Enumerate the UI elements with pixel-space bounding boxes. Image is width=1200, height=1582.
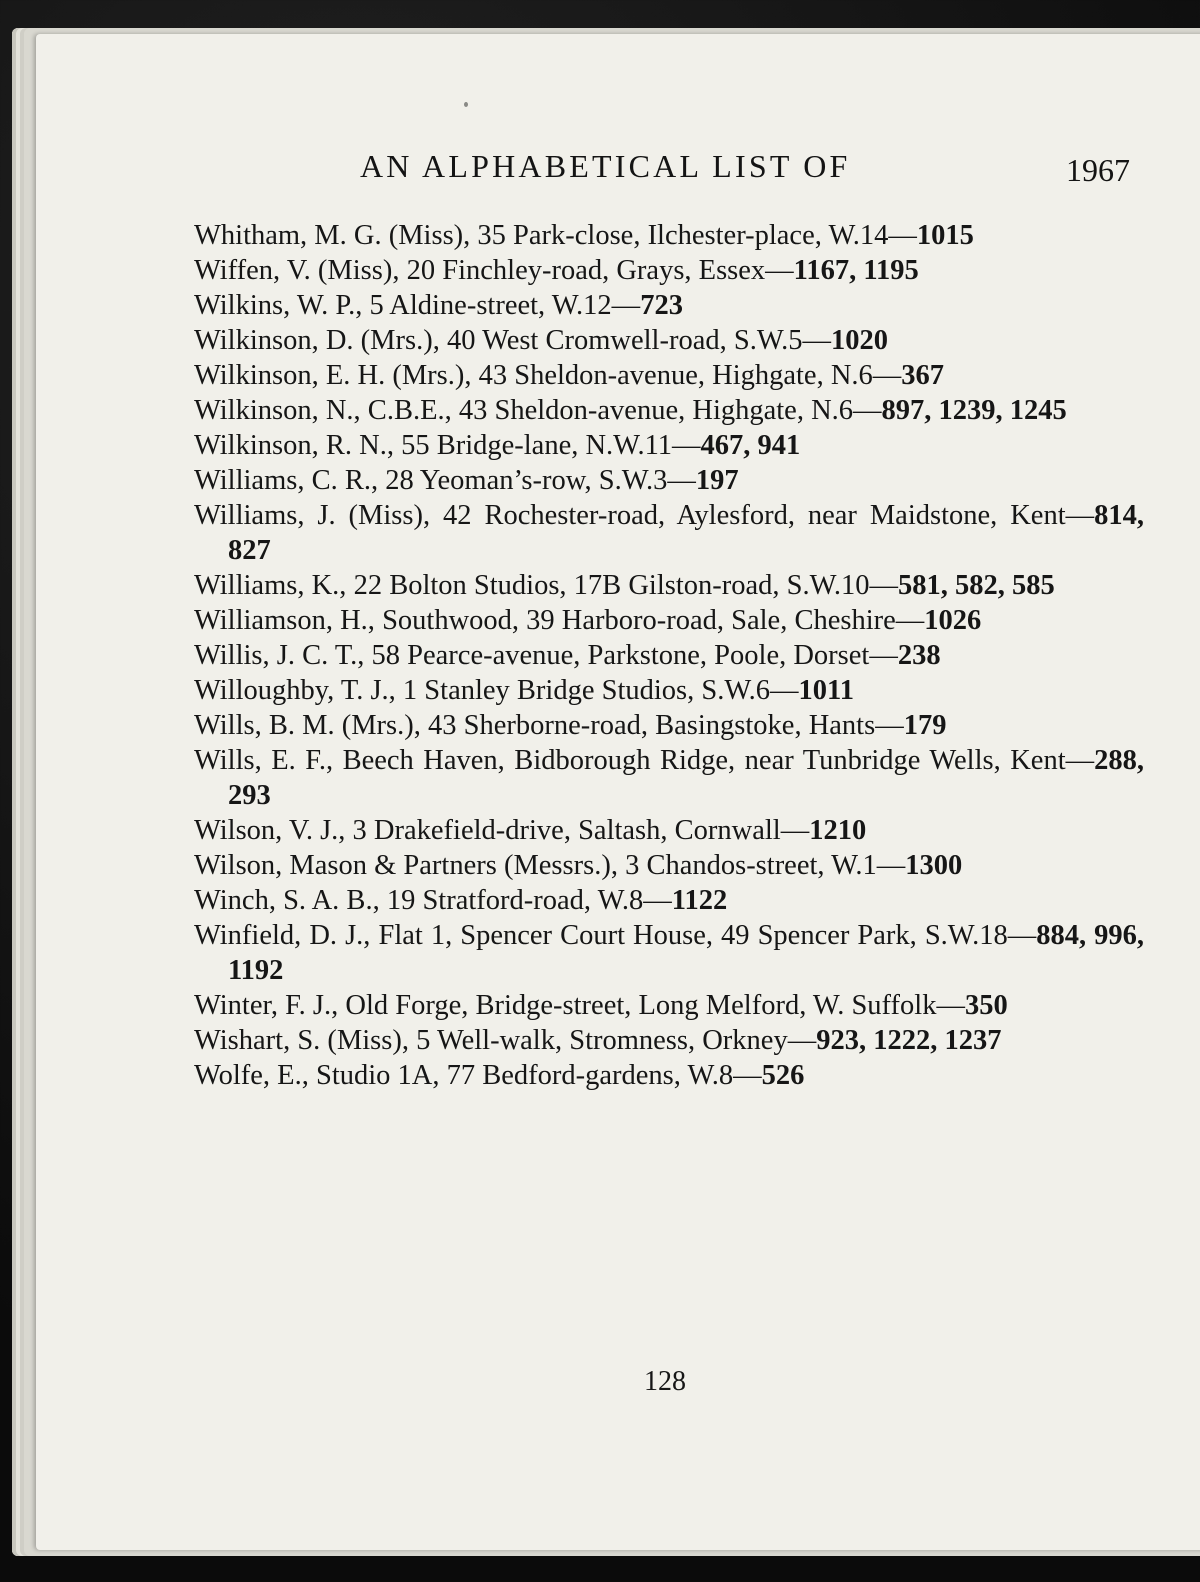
entry-refs: 1167, 1195: [793, 255, 919, 286]
entry-name: Wilkinson, E. H. (Mrs.),: [194, 360, 472, 391]
list-item: [194, 393, 1144, 428]
entry-address: Beech Haven, Bidborough Ridge, near Tunbridge Wells, Kent—: [333, 745, 1095, 776]
entry-refs: 814, 827: [228, 500, 1144, 566]
entry-refs: 526: [761, 1060, 805, 1091]
entry-address: Studio 1A, 77 Bedford-gardens, W.8—: [308, 1060, 762, 1091]
list-item: [194, 918, 1144, 988]
entry-address: 22 Bolton Studios, 17B Gilston-road, S.W.10—: [346, 570, 899, 601]
print-speck: [464, 102, 468, 107]
entry-name: Wolfe, E.,: [194, 1060, 309, 1091]
entry-address: 40 West Cromwell-road, S.W.5—: [439, 325, 831, 356]
list-item: [194, 673, 1144, 708]
list-item: [194, 883, 1144, 918]
entry-address: 20 Finchley-road, Grays, Essex—: [399, 255, 794, 286]
entry-address: 58 Pearce-avenue, Parkstone, Poole, Dorset—: [364, 640, 898, 671]
list-item: [194, 568, 1144, 603]
entry-name: Wilkinson, D. (Mrs.),: [194, 325, 440, 356]
list-item: [194, 603, 1144, 638]
entry-refs: 288, 293: [228, 745, 1144, 811]
entry-name: Williams, C. R.,: [194, 465, 379, 496]
list-item: [194, 463, 1144, 498]
entry-refs: 197: [695, 465, 739, 496]
list-item: [194, 218, 1144, 253]
entry-address: 42 Rochester-road, Aylesford, near Maidstone, Kent—: [430, 500, 1095, 531]
entry-name: Whitham, M. G. (Miss),: [194, 220, 471, 251]
entry-address: 28 Yeoman’s-row, S.W.3—: [378, 465, 696, 496]
entry-name: Wills, B. M. (Mrs.),: [194, 710, 421, 741]
entry-refs: 238: [897, 640, 941, 671]
list-item: [194, 848, 1144, 883]
entry-address: 43 Sheldon-avenue, Highgate, N.6—: [451, 395, 882, 426]
entry-address: 3 Chandos-street, W.1—: [617, 850, 906, 881]
list-item: [194, 253, 1144, 288]
entry-refs: 723: [640, 290, 683, 321]
entry-name: Wishart, S. (Miss),: [194, 1025, 409, 1056]
entry-name: Winfield, D. J.,: [194, 920, 371, 951]
entry-address: 5 Aldine-street, W.12—: [362, 290, 641, 321]
running-head: [360, 148, 1130, 192]
entry-refs: 581, 582, 585: [898, 570, 1055, 601]
entry-address: 35 Park-close, Ilchester-place, W.14—: [470, 220, 917, 251]
entry-refs: 350: [964, 990, 1008, 1021]
list-item: [194, 358, 1144, 393]
list-item: [194, 1058, 1144, 1093]
entry-name: Wills, E. F.,: [194, 745, 334, 776]
entry-refs: 1122: [671, 885, 728, 916]
entry-address: 5 Well-walk, Stromness, Orkney—: [408, 1025, 817, 1056]
entry-list: [194, 218, 1144, 1093]
entry-name: Winch, S. A. B.,: [194, 885, 380, 916]
list-item: [194, 813, 1144, 848]
entry-refs: 367: [901, 360, 945, 391]
running-title: AN ALPHABETICAL LIST OF: [360, 148, 851, 184]
entry-address: 1 Stanley Bridge Studios, S.W.6—: [395, 675, 799, 706]
entry-address: 3 Drakefield-drive, Saltash, Cornwall—: [345, 815, 810, 846]
entry-refs: 1020: [830, 325, 888, 356]
entry-refs: 179: [903, 710, 947, 741]
entry-name: Wilson, Mason & Partners (Messrs.),: [194, 850, 618, 881]
entry-address: 19 Stratford-road, W.8—: [379, 885, 672, 916]
entry-name: Willoughby, T. J.,: [194, 675, 396, 706]
page-number: 128: [644, 1366, 686, 1397]
list-item: [194, 288, 1144, 323]
running-year: 1967: [1066, 152, 1130, 188]
entry-name: Wilson, V. J.,: [194, 815, 346, 846]
entry-refs: 1026: [924, 605, 982, 636]
entry-name: Williamson, H.,: [194, 605, 375, 636]
entry-address: 43 Sheldon-avenue, Highgate, N.6—: [471, 360, 902, 391]
entry-refs: 1300: [905, 850, 963, 881]
entry-refs: 1210: [809, 815, 867, 846]
entry-address: 43 Sherborne-road, Basingstoke, Hants—: [420, 710, 904, 741]
entry-name: Wilkinson, R. N.,: [194, 430, 394, 461]
entry-name: Winter, F. J.,: [194, 990, 339, 1021]
list-item: [194, 498, 1144, 568]
entry-refs: 467, 941: [700, 430, 801, 461]
entry-name: Williams, K.,: [194, 570, 347, 601]
entry-refs: 1011: [798, 675, 854, 706]
entry-address: 55 Bridge-lane, N.W.11—: [393, 430, 701, 461]
list-item: [194, 988, 1144, 1023]
entry-refs: 1015: [916, 220, 974, 251]
entry-name: Wilkinson, N., C.B.E.,: [194, 395, 452, 426]
list-item: [194, 743, 1144, 813]
entry-address: Flat 1, Spencer Court House, 49 Spencer Park, S.W.18—: [370, 920, 1037, 951]
entry-refs: 923, 1222, 1237: [816, 1025, 1002, 1056]
entry-name: Williams, J. (Miss),: [194, 500, 431, 531]
list-item: [194, 428, 1144, 463]
list-item: [194, 638, 1144, 673]
entry-name: Wilkins, W. P.,: [194, 290, 363, 321]
entry-refs: 884, 996, 1192: [228, 920, 1145, 986]
list-item: [194, 708, 1144, 743]
list-item: [194, 1023, 1144, 1058]
entry-name: Willis, J. C. T.,: [194, 640, 365, 671]
entry-refs: 897, 1239, 1245: [881, 395, 1067, 426]
entry-address: Old Forge, Bridge-street, Long Melford, W. Suffolk—: [338, 990, 965, 1021]
entry-address: Southwood, 39 Harboro-road, Sale, Cheshire—: [374, 605, 925, 636]
entry-name: Wiffen, V. (Miss),: [194, 255, 400, 286]
list-item: [194, 323, 1144, 358]
